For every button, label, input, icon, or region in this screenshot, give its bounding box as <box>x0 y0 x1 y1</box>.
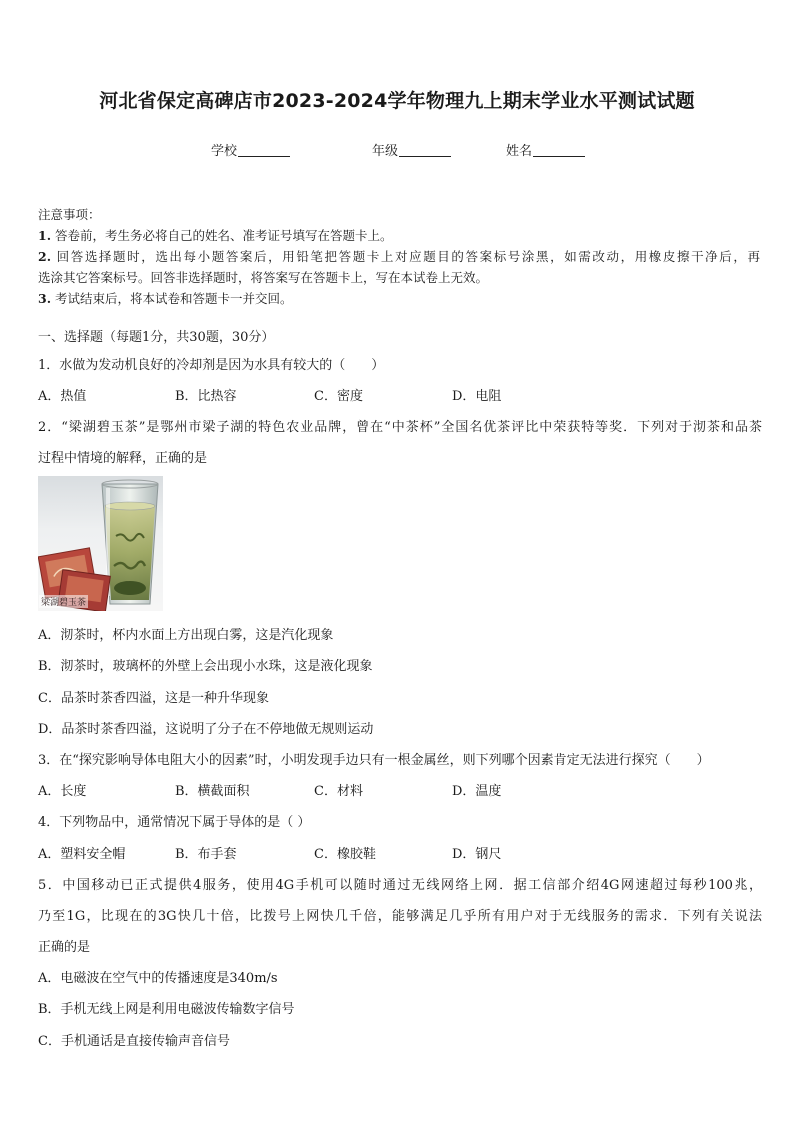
question-3-stem: 3．在“探究影响导体电阻大小的因素”时，小明发现手边只有一根金属丝，则下列哪个因素肯定无法进行探究（ ） <box>38 753 710 768</box>
school-blank <box>238 143 290 157</box>
option-c: C．材料 <box>314 784 363 799</box>
question-2-option-b: B．沏茶时，玻璃杯的外壁上会出现小水珠，这是液化现象 <box>38 659 373 674</box>
question-3-options <box>38 780 762 798</box>
question-2-option-c: C．品茶时茶香四溢，这是一种升华现象 <box>38 691 269 706</box>
name-field <box>506 140 585 159</box>
question-2-stem-cont: 过程中情境的解释，正确的是 <box>38 451 208 466</box>
notice-item-1: 1. 答卷前，考生务必将自己的姓名、准考证号填写在答题卡上。 <box>38 228 393 243</box>
tea-glass-illustration <box>38 476 163 611</box>
notice-heading: 注意事项： <box>38 207 101 222</box>
question-5-stem-cont: 乃至1G，比现在的3G快几十倍，比拨号上网快几千倍，能够满足几乎所有用户对于无线服务的需求．下列有关说法 <box>38 909 762 924</box>
grade-field <box>372 140 451 159</box>
notice-block <box>38 204 760 309</box>
question-2-stem: 2．“梁湖碧玉茶”是鄂州市梁子湖的特色农业品牌，曾在“中茶杯”全国名优茶评比中荣获特等奖．下列对于沏茶和品茶 <box>38 420 762 435</box>
name-blank <box>533 143 585 157</box>
question-5-option-a: A．电磁波在空气中的传播速度是340m/s <box>38 971 278 986</box>
tea-glass-photo <box>38 476 163 611</box>
name-label: 姓名 <box>506 144 533 159</box>
grade-label: 年级 <box>372 144 399 159</box>
option-a: A．长度 <box>38 784 87 799</box>
notice-item-3: 3. 考试结束后，将本试卷和答题卡一并交回。 <box>38 291 293 306</box>
question-5-stem: 5．中国移动已正式提供4服务，使用4G手机可以随时通过无线网络上网．据工信部介绍4G网速超过每秒100兆， <box>38 878 762 893</box>
question-1-stem: 1．水做为发动机良好的冷却剂是因为水具有较大的（ ） <box>38 358 385 373</box>
notice-item-2-cont: 选涂其它答案标号。回答非选择题时，将答案写在答题卡上，写在本试卷上无效。 <box>38 270 489 285</box>
option-c: C．橡胶鞋 <box>314 847 376 862</box>
option-c: C．密度 <box>314 389 363 404</box>
page-title: 河北省保定高碑店市2023-2024学年物理九上期末学业水平测试试题 <box>99 90 695 112</box>
grade-blank <box>399 143 451 157</box>
question-5-option-c: C．手机通话是直接传输声音信号 <box>38 1034 230 1049</box>
student-info-row <box>0 140 794 160</box>
photo-caption: 梁湖碧玉茶 <box>39 595 88 608</box>
question-5-stem-end: 正确的是 <box>38 940 91 955</box>
question-1-options <box>38 385 762 403</box>
question-5-option-b: B．手机无线上网是利用电磁波传输数字信号 <box>38 1002 295 1017</box>
option-d: D．钢尺 <box>452 847 502 862</box>
option-d: D．电阻 <box>452 389 502 404</box>
notice-item-2: 2. 回答选择题时，选出每小题答案后，用铅笔把答题卡上对应题目的答案标号涂黑，如需改动，用橡皮擦干净后，再 <box>38 249 760 264</box>
section-heading: 一、选择题（每题1分，共30题，30分） <box>38 330 275 345</box>
question-2-option-a: A．沏茶时，杯内水面上方出现白雾，这是汽化现象 <box>38 628 334 643</box>
option-d: D．温度 <box>452 784 502 799</box>
question-2-option-d: D．品茶时茶香四溢，这说明了分子在不停地做无规则运动 <box>38 722 374 737</box>
school-label: 学校 <box>211 144 238 159</box>
option-a: A．塑料安全帽 <box>38 847 126 862</box>
option-a: A．热值 <box>38 389 87 404</box>
option-b: B．横截面积 <box>175 784 250 799</box>
option-b: B．比热容 <box>175 389 237 404</box>
question-4-options <box>38 843 762 861</box>
school-field <box>211 140 290 159</box>
option-b: B．布手套 <box>175 847 237 862</box>
question-4-stem: 4．下列物品中，通常情况下属于导体的是（ ） <box>38 815 311 830</box>
